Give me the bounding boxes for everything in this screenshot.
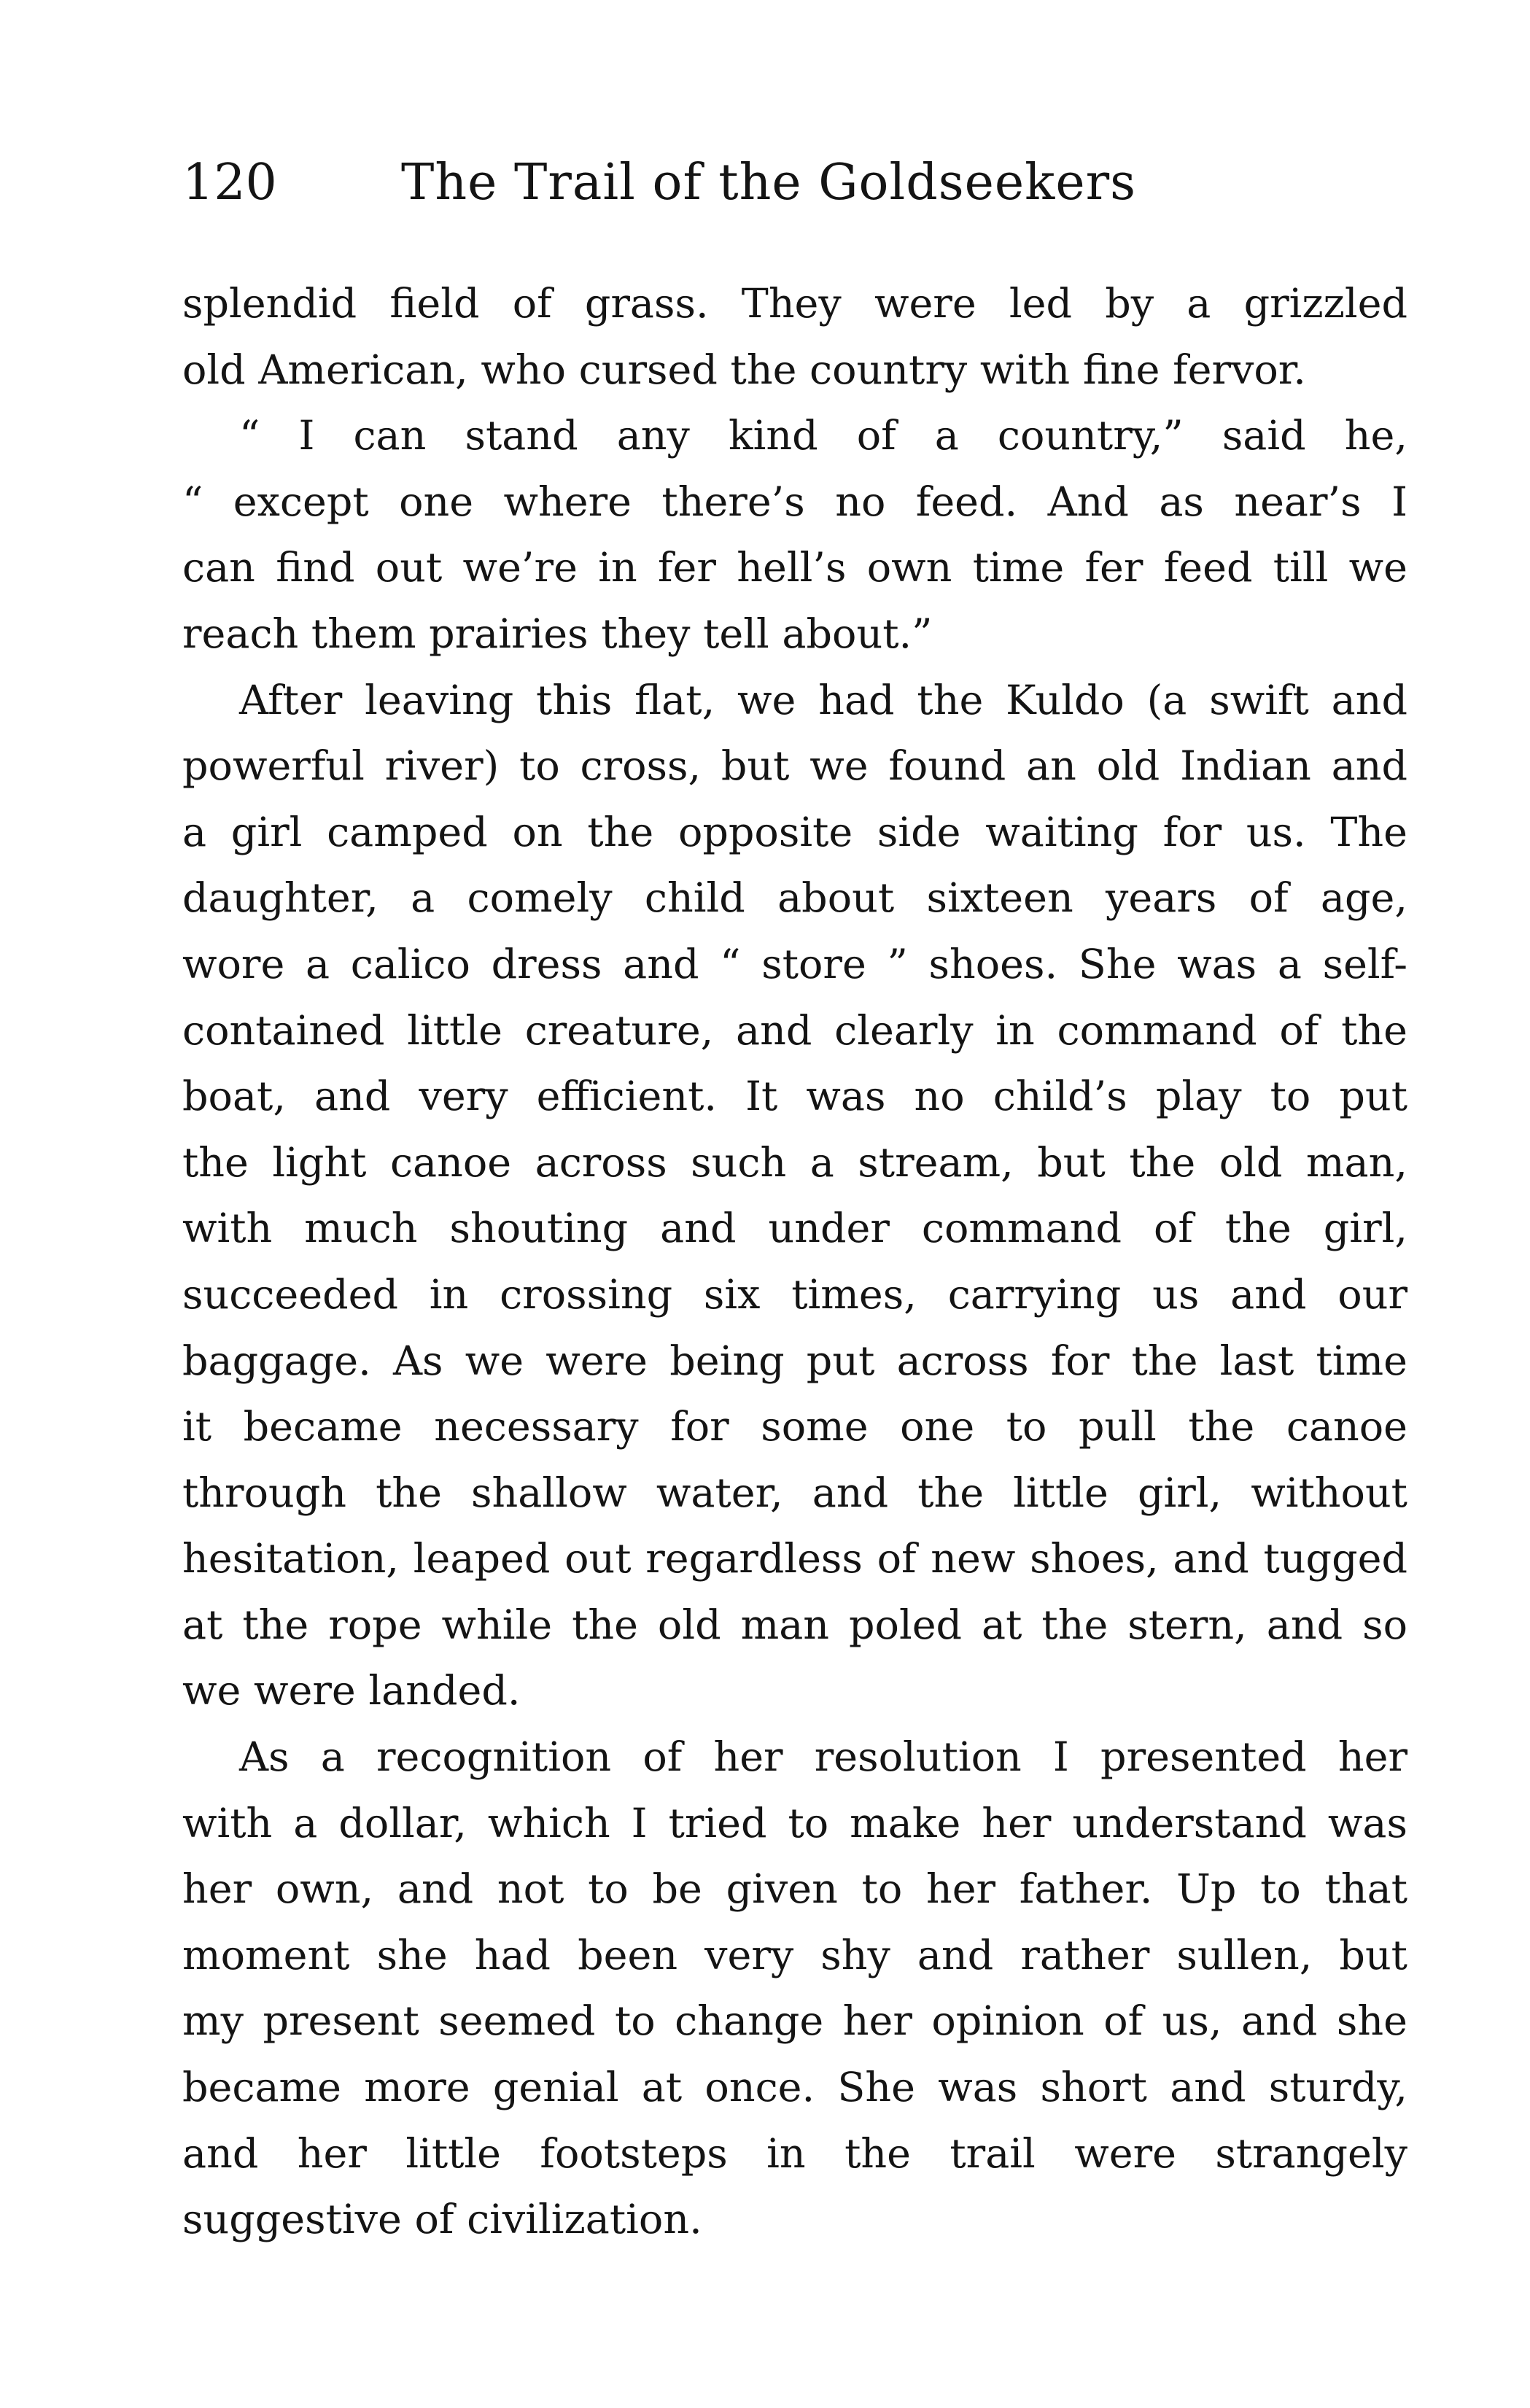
running-title: The Trail of the Goldseekers xyxy=(401,154,1136,211)
text-line: it became necessary for some one to pull the canoe xyxy=(182,1403,1407,1451)
text-line: became more genial at once. She was short and sturdy, xyxy=(182,2064,1407,2112)
text-line: hesitation, leaped out regardless of new shoes, and tugged xyxy=(182,1535,1407,1583)
text-line: old American, who cursed the country with fine fervor. xyxy=(182,346,1306,394)
paragraph xyxy=(182,271,1407,403)
text-line: “ except one where there’s no feed. And as near’s I xyxy=(182,478,1407,526)
text-line: we were landed. xyxy=(182,1667,521,1715)
text-line: daughter, a comely child about sixteen years of age, xyxy=(182,874,1407,923)
text-line: succeeded in crossing six times, carrying us and our xyxy=(182,1270,1407,1318)
text-line: After leaving this flat, we had the Kuldo (a swift and xyxy=(239,676,1407,724)
text-line: wore a calico dress and “ store ” shoes. She was a self- xyxy=(182,940,1407,988)
text-line: and her little footsteps in the trail were strangely xyxy=(182,2129,1407,2178)
text-line: reach them prairies they tell about.” xyxy=(182,610,933,658)
text-line: splendid field of grass. They were led by a grizzled xyxy=(182,280,1407,327)
text-line: powerful river) to cross, but we found an old Indian and xyxy=(182,742,1407,791)
page-number: 120 xyxy=(182,154,277,211)
paragraph xyxy=(182,1725,1407,2253)
text-line: As a recognition of her resolution I presented her xyxy=(239,1733,1407,1782)
text-line: through the shallow water, and the little girl, without xyxy=(182,1469,1407,1517)
text-line: baggage. As we were being put across for the last time xyxy=(182,1337,1407,1385)
text-line: moment she had been very shy and rather sullen, but xyxy=(182,1931,1407,1979)
text-line: “ I can stand any kind of a country,” said he, xyxy=(239,412,1407,460)
text-line: her own, and not to be given to her father. Up to that xyxy=(182,1865,1407,1914)
text-line: a girl camped on the opposite side waiting for us. The xyxy=(182,808,1407,856)
running-head xyxy=(182,143,1422,223)
paragraph xyxy=(182,403,1407,667)
text-line: with much shouting and under command of the girl, xyxy=(182,1205,1407,1253)
text-line: can find out we’re in fer hell’s own time fer feed till we xyxy=(182,544,1407,592)
text-line: with a dollar, which I tried to make her understand was xyxy=(182,1799,1407,1847)
text-line: my present seemed to change her opinion of us, and she xyxy=(182,1997,1407,2046)
text-line: the light canoe across such a stream, but the old man, xyxy=(182,1138,1407,1186)
text-line: contained little creature, and clearly in command of the xyxy=(182,1006,1407,1055)
paragraph xyxy=(182,668,1407,1725)
body-text xyxy=(182,271,1407,2253)
text-line: suggestive of civilization. xyxy=(182,2196,702,2244)
text-line: at the rope while the old man poled at the stern, and so xyxy=(182,1601,1407,1649)
text-line: boat, and very efficient. It was no child’s play to put xyxy=(182,1073,1407,1121)
